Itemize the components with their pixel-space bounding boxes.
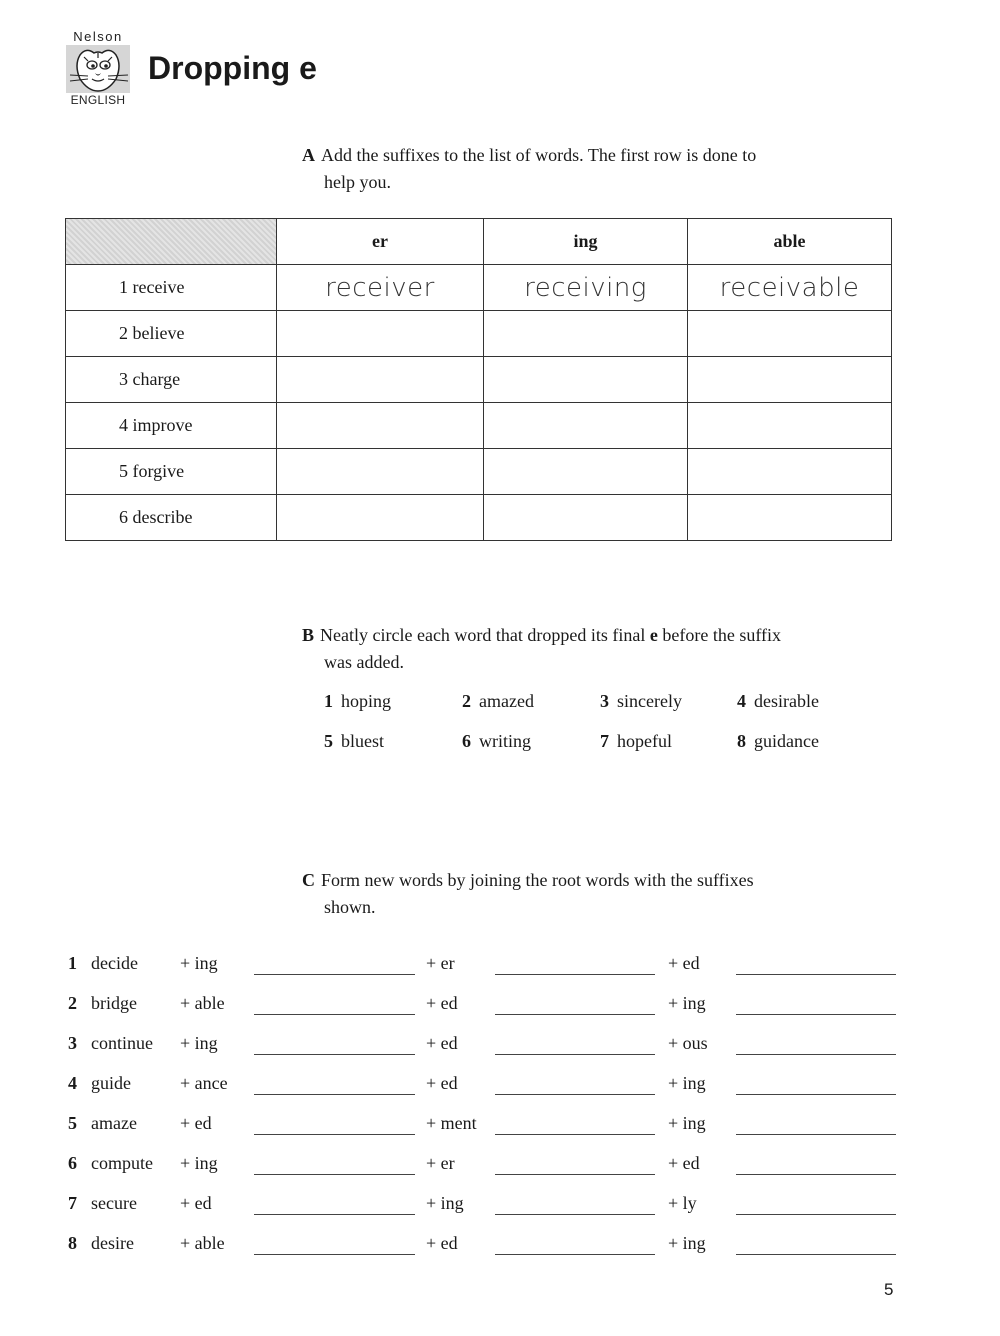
suffix-label: + ed [426,993,458,1013]
root-word: continue [91,1033,153,1053]
root-word: 2 believe [66,311,277,357]
section-letter: A [302,145,315,165]
column-header: ing [484,219,688,265]
circle-word-list [324,688,877,755]
item-number: 3 [600,691,609,711]
list-item[interactable] [600,728,737,755]
answer-blank[interactable] [254,1254,415,1255]
logo-text-top: Nelson [73,29,123,44]
suffix-label: + ing [180,953,218,973]
answer-blank[interactable] [736,1214,896,1215]
suffix-label: + ing [668,1073,706,1093]
answer-cell[interactable]: receivable [688,265,892,311]
list-item[interactable] [737,688,877,715]
suffix-table [65,218,892,541]
answer-blank[interactable] [495,974,655,975]
answer-blank[interactable] [736,1174,896,1175]
answer-cell[interactable] [688,449,892,495]
item-number: 6 [68,1153,77,1173]
suffix-label: + ous [668,1033,708,1053]
answer-cell[interactable] [484,357,688,403]
item-number: 6 [462,731,471,751]
item-word: amazed [479,691,534,711]
exercise-row [68,950,898,990]
item-number: 7 [600,731,609,751]
answer-blank[interactable] [736,974,896,975]
list-item[interactable] [600,688,737,715]
item-number: 1 [324,691,333,711]
suffix-label: + ly [668,1193,697,1213]
suffix-label: + ing [668,993,706,1013]
table-row [66,265,892,311]
answer-blank[interactable] [254,1014,415,1015]
section-c-instruction [302,867,754,921]
answer-blank[interactable] [736,1134,896,1135]
answer-cell[interactable] [277,403,484,449]
exercise-row [68,1230,898,1270]
exercise-row [68,1030,898,1070]
suffix-label: + ing [668,1113,706,1133]
item-number: 8 [737,731,746,751]
suffix-label: + able [180,993,225,1013]
suffix-label: + ed [668,1153,700,1173]
page-title: Dropping e [148,50,317,86]
publisher-logo [62,30,134,107]
header-blank-cell [66,219,277,265]
answer-blank[interactable] [495,1134,655,1135]
exercise-row [68,1190,898,1230]
root-word: secure [91,1193,137,1213]
root-word: desire [91,1233,134,1253]
answer-cell[interactable] [688,495,892,541]
answer-blank[interactable] [254,974,415,975]
answer-cell[interactable]: receiving [484,265,688,311]
column-header: able [688,219,892,265]
suffix-label: + ed [426,1233,458,1253]
item-number: 8 [68,1233,77,1253]
answer-cell[interactable]: receiver [277,265,484,311]
item-word: desirable [754,691,819,711]
root-word: 6 describe [66,495,277,541]
suffix-label: + ing [180,1033,218,1053]
answer-cell[interactable] [688,403,892,449]
item-word: hoping [341,691,392,711]
root-word: 3 charge [66,357,277,403]
answer-cell[interactable] [484,403,688,449]
table-row [66,449,892,495]
answer-blank[interactable] [495,1014,655,1015]
answer-cell[interactable] [277,449,484,495]
item-word: writing [479,731,531,751]
item-number: 2 [68,993,77,1013]
answer-cell[interactable] [484,311,688,357]
answer-blank[interactable] [254,1214,415,1215]
answer-cell[interactable] [277,357,484,403]
item-number: 7 [68,1193,77,1213]
answer-blank[interactable] [254,1174,415,1175]
exercise-row [68,1110,898,1150]
item-number: 5 [68,1113,77,1133]
root-word: guide [91,1073,131,1093]
answer-cell[interactable] [484,449,688,495]
exercise-row [68,1150,898,1190]
suffix-label: + ed [668,953,700,973]
root-word: compute [91,1153,153,1173]
instruction-text: before the suffix [657,625,782,645]
answer-blank[interactable] [736,1254,896,1255]
table-row [66,357,892,403]
instruction-text-cont: shown. [324,897,376,917]
answer-blank[interactable] [495,1174,655,1175]
answer-blank[interactable] [495,1254,655,1255]
table-row [66,311,892,357]
root-word: bridge [91,993,137,1013]
section-letter: B [302,625,315,645]
instruction-text: Form new words by joining the root words with the suffixes [321,870,754,890]
root-word: amaze [91,1113,137,1133]
section-b-instruction [302,622,781,676]
answer-cell[interactable] [688,311,892,357]
column-header: er [277,219,484,265]
suffix-label: + ed [426,1073,458,1093]
instruction-emphasis: e [649,625,658,645]
page-number: 5 [884,1280,894,1299]
suffix-label: + ed [180,1193,212,1213]
instruction-text: Add the suffixes to the list of words. The first row is done to [321,145,757,165]
list-item[interactable] [324,688,462,715]
instruction-text: Neatly circle each word that dropped its final [320,625,650,645]
answer-blank[interactable] [736,1054,896,1055]
root-word: 4 improve [66,403,277,449]
item-number: 2 [462,691,471,711]
item-number: 5 [324,731,333,751]
suffix-label: + ment [426,1113,477,1133]
root-word: 5 forgive [66,449,277,495]
answer-blank[interactable] [495,1094,655,1095]
answer-blank[interactable] [736,1014,896,1015]
list-item[interactable] [737,728,877,755]
answer-blank[interactable] [254,1054,415,1055]
suffix-label: + ance [180,1073,228,1093]
list-item[interactable] [462,688,600,715]
root-word: decide [91,953,138,973]
tiger-icon [66,45,130,93]
item-number: 4 [68,1073,77,1093]
instruction-text-cont: help you. [324,172,391,192]
item-word: bluest [341,731,384,751]
word-building-exercise [68,950,898,1270]
suffix-label: + er [426,1153,455,1173]
answer-blank[interactable] [254,1134,415,1135]
suffix-label: + ing [668,1233,706,1253]
answer-cell[interactable] [277,495,484,541]
item-word: guidance [754,731,819,751]
root-word: 1 receive [66,265,277,311]
suffix-label: + ed [426,1033,458,1053]
logo-text-bottom: ENGLISH [70,93,126,107]
answer-blank[interactable] [495,1054,655,1055]
answer-cell[interactable] [484,495,688,541]
item-number: 4 [737,691,746,711]
suffix-label: + er [426,953,455,973]
item-number: 3 [68,1033,77,1053]
list-item[interactable] [462,728,600,755]
answer-cell[interactable] [688,357,892,403]
answer-blank[interactable] [254,1094,415,1095]
list-item[interactable] [324,728,462,755]
item-word: hopeful [617,731,672,751]
answer-cell[interactable] [277,311,484,357]
item-number: 1 [68,953,77,973]
suffix-label: + ed [180,1113,212,1133]
section-a-instruction [302,142,756,196]
item-word: sincerely [617,691,682,711]
answer-blank[interactable] [736,1094,896,1095]
table-header-row [66,219,892,265]
answer-blank[interactable] [495,1214,655,1215]
table-row [66,495,892,541]
table-row [66,403,892,449]
section-letter: C [302,870,315,890]
suffix-label: + able [180,1233,225,1253]
suffix-label: + ing [180,1153,218,1173]
exercise-row [68,990,898,1030]
suffix-label: + ing [426,1193,464,1213]
instruction-text-cont: was added. [324,652,404,672]
exercise-row [68,1070,898,1110]
